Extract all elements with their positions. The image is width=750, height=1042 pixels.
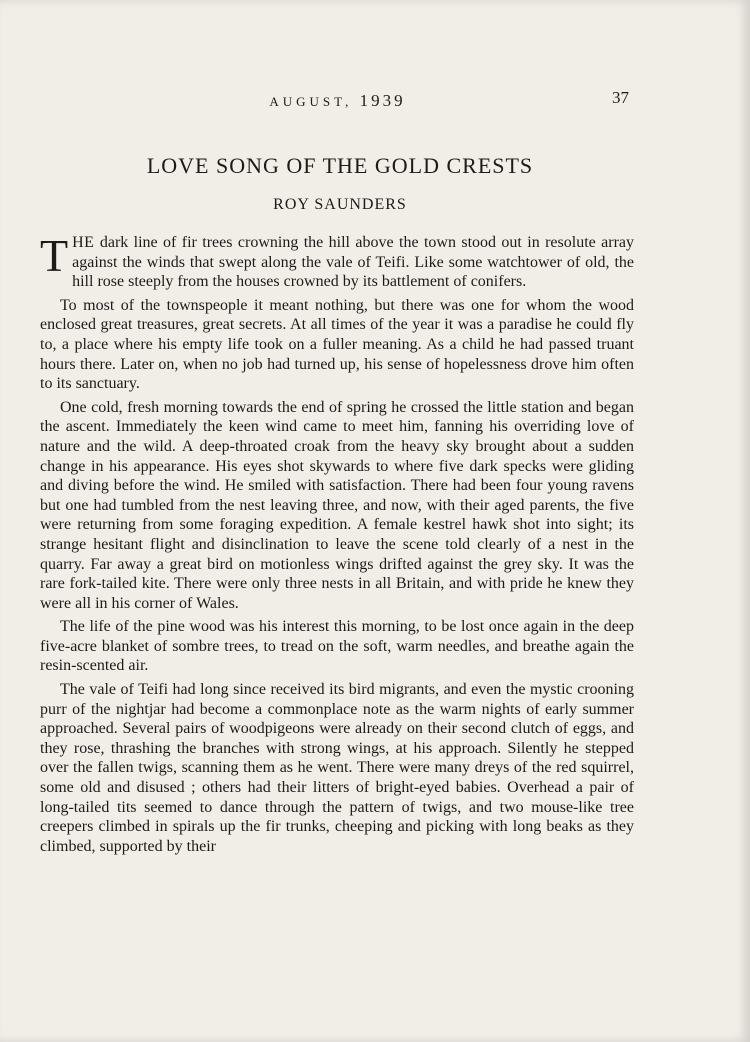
paragraph-4: The life of the pine wood was his interest this morning, to be lost once again in the deep five-acre blanket of sombre trees, to tread on the soft, warm needles, and breathe again the resin-scented air. bbox=[40, 618, 634, 675]
paragraph-5: The vale of Teifi had long since received its bird migrants, and even the mystic crooning purr of the nightjar had become a commonplace note as the warm nights of early summer approached. Several pairs of woodpigeons were already on their second clutch of eggs, and they rose, thrashing the branches with strong wings, at his approach. Silently he stepped over the fallen twigs, scanning them as he went. There were many dreys of the red squirrel, some old and disused ; others had their litters of bright-eyed babies. Overhead a pair of long-tailed tits seemed to dance through the pattern of twigs, and two mouse-like tree creepers climbed in spirals up the fir trunks, cheeping and picking with long beaks as they climbed, supported by their bbox=[40, 681, 634, 855]
paragraph-2: To most of the townspeople it meant nothing, but there was one for whom the wood enclosed great treasures, great secrets. At all times of the year it was a paradise he could fly to, a place where his empty life took on a fuller meaning. As a child he had passed truant hours there. Later on, when no job had turned up, his sense of hopelessness drove him often to its sanctuary. bbox=[40, 296, 634, 393]
paragraph-1-text: dark line of fir trees crowning the hill above the town stood out in resolute array against the winds that swept along the vale of Teifi. Like some watchtower of old, the hill rose steeply from the houses crowned by its battlement of conifers. bbox=[72, 234, 634, 291]
paragraph-3: One cold, fresh morning towards the end of spring he crossed the little station and began the ascent. Immediately the keen wind came to meet him, fanning his overriding love of nature and the wild. A deep-throated croak from the heavy sky brought about a sudden change in his appearance. His eyes shot skywards to where five dark specks were gliding and diving before the wind. He smiled with satisfaction. There had been four young ravens but one had tumbled from the nest leaving three, and now, with their aged parents, the five were returning from some foraging expedition. A female kestrel hawk shot into sight; its strange hesitant flight and disinclination to leave the scene told clearly of a nest in the quarry. Far away a great bird on motionless wings drifted against the grey sky. It was the rare fork-tailed kite. There were only three nests in all Britain, and with pride he knew they were all in his corner of Wales. bbox=[40, 398, 634, 612]
page-number: 37 bbox=[612, 88, 629, 107]
article-title: LOVE SONG OF THE GOLD CRESTS bbox=[146, 153, 534, 178]
first-word-rest: HE bbox=[72, 234, 95, 251]
running-head bbox=[40, 88, 635, 110]
article-body bbox=[40, 230, 634, 860]
running-title bbox=[40, 91, 635, 111]
paragraph-1 bbox=[40, 230, 634, 292]
running-month: AUGUST, bbox=[269, 94, 353, 109]
running-year: 1939 bbox=[359, 91, 406, 110]
drop-cap: T bbox=[40, 230, 69, 281]
article-author: ROY SAUNDERS bbox=[273, 196, 407, 213]
